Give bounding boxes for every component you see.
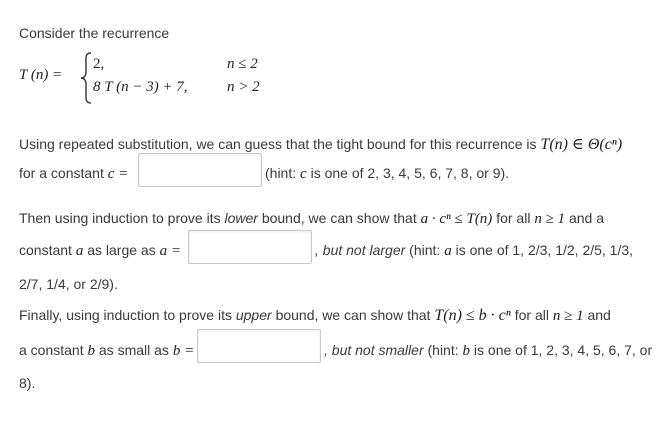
- q2-line1-em: lower: [224, 210, 258, 226]
- q3-line2-prefix: [19, 342, 194, 360]
- q3-line1-post: for all: [514, 307, 549, 323]
- q1-line2-prefix: [19, 165, 128, 183]
- q3-line1-em: upper: [235, 307, 272, 323]
- q2-line1-math: a · cⁿ ≤ T(n): [420, 211, 493, 227]
- q2-line1-end: and a: [568, 210, 604, 226]
- q2-line2-pre: constant: [19, 242, 72, 258]
- case2-value: 8 T (n − 3) + 7,: [93, 79, 188, 95]
- q2-after: [315, 242, 633, 260]
- q3-line1-math: T(n) ≤ b · cⁿ: [434, 307, 511, 324]
- q2-line1-math2: n ≥ 1: [534, 211, 566, 227]
- q3-line2-pre: a constant: [19, 342, 84, 358]
- q3-line2-mid: as small as: [98, 342, 169, 358]
- q3-after-em: , but not smaller: [324, 342, 424, 358]
- intro-text: Consider the recurrence: [19, 25, 170, 41]
- q3-line3: 8).: [19, 375, 36, 391]
- case2-condition: n > 2: [227, 79, 260, 95]
- q2-line3: 2/7, 1/4, or 2/9).: [19, 276, 118, 292]
- q2-line2-mid: as large as: [87, 242, 156, 258]
- q2-line1-mid: bound, we can show that: [261, 210, 417, 226]
- q3-hint-post: is one of 1, 2, 3, 4, 5, 6, 7, or: [473, 342, 653, 358]
- q2-line2-var: a: [75, 243, 84, 259]
- q1-line1: [19, 134, 622, 154]
- q2-line1-pre: Then using induction to prove its: [19, 210, 221, 226]
- q3-line1-pre: Finally, using induction to prove its: [19, 307, 232, 323]
- b-value-input[interactable]: [197, 329, 321, 363]
- case1-condition: n ≤ 2: [227, 56, 258, 72]
- q1-line2-math: c =: [107, 166, 129, 182]
- q2-after-em: , but not larger: [315, 242, 406, 258]
- q2-line1-post: for all: [496, 210, 531, 226]
- q3-line2-math: b =: [172, 343, 195, 359]
- left-brace-icon: [79, 52, 93, 104]
- q2-line2-prefix: [19, 242, 181, 260]
- q1-line2-pre: for a constant: [19, 165, 104, 181]
- q2-line1: [19, 210, 604, 228]
- q1-hint-pre: (hint:: [265, 165, 297, 181]
- q2-line2-math: a =: [159, 243, 181, 259]
- case1-value: 2,: [93, 56, 105, 72]
- a-value-input[interactable]: [188, 230, 312, 264]
- q2-hint-pre: (hint:: [409, 242, 441, 258]
- q3-hint-pre: (hint:: [427, 342, 459, 358]
- q2-hint-var: a: [444, 243, 452, 259]
- q3-line1: [19, 307, 611, 325]
- q3-line1-math2: n ≥ 1: [552, 308, 584, 324]
- q1-hint-post: is one of 2, 3, 4, 5, 6, 7, 8, or 9).: [310, 165, 510, 181]
- q1-hint-var: c: [300, 166, 307, 182]
- q1-hint: [265, 165, 509, 183]
- q3-line2-var: b: [87, 343, 95, 359]
- q3-line1-mid: bound, we can show that: [275, 307, 431, 323]
- q3-line1-end: and: [587, 307, 611, 323]
- recurrence-lhs: T (n) =: [19, 67, 63, 83]
- q1-line1-math: T(n) ∈ Θ(cⁿ): [540, 136, 623, 153]
- c-value-input[interactable]: [138, 153, 262, 187]
- q1-line1-text: Using repeated substitution, we can guess that the tight bound for this recurrence is: [19, 136, 537, 152]
- q2-hint-post: is one of 1, 2/3, 1/2, 2/5, 1/3,: [455, 242, 634, 258]
- q3-after: [324, 342, 652, 360]
- q3-hint-var: b: [462, 343, 471, 359]
